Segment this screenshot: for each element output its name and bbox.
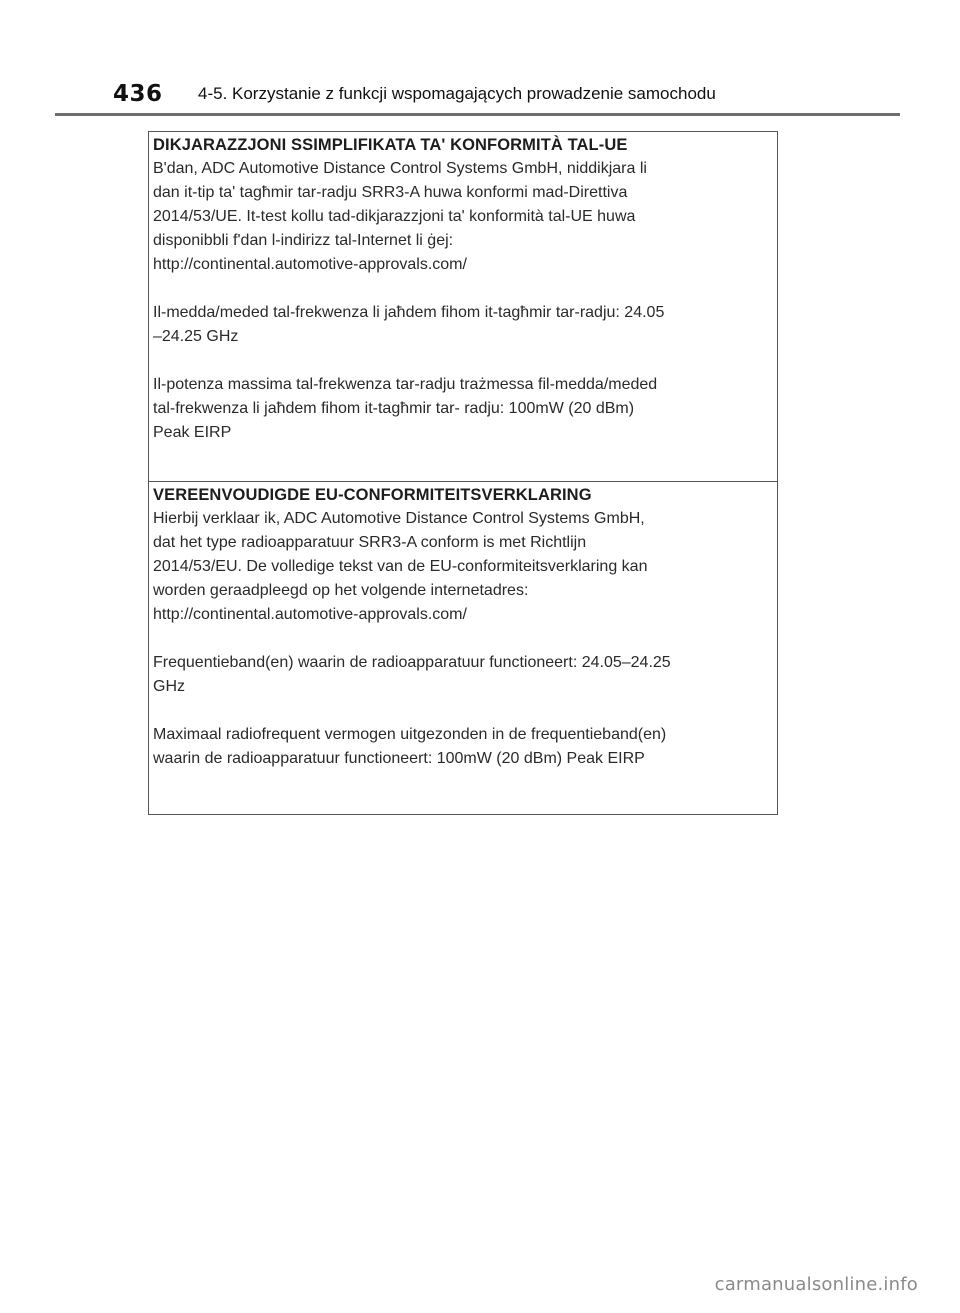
- maltese-paragraph-power: Il-potenza massima tal-frekwenza tar-radju trażmessa fil-medda/meded tal-frekwenza li jaħdem fihom it-tagħmir tar- radju: 100mW (20 dBm) Peak EIRP: [153, 376, 658, 441]
- dutch-declaration: [149, 481, 777, 814]
- section-title: 4-5. Korzystanie z funkcji wspomagających prowadzenie samochodu: [198, 84, 716, 103]
- maltese-paragraph-frequency: Il-medda/meded tal-frekwenza li jaħdem fihom it-tagħmir tar-radju: 24.05 –24.25 GHz: [153, 304, 665, 345]
- maltese-paragraph-declaration: B'dan, ADC Automotive Distance Control Systems GmbH, niddikjara li dan it-tip ta' tagħmir tar-radju SRR3-A huwa konformi mad-Direttiva 2014/53/UE. It-test kollu tad-dikjarazzjoni ta' konformità tal-UE huwa disponibbli f'dan l-indirizz tal-Internet li ġej: http://continental.automotive-approvals.com/: [153, 160, 647, 273]
- site-watermark: carmanualsonline.info: [714, 1274, 918, 1295]
- declaration-box: [148, 131, 778, 815]
- dutch-paragraph-power: Maximaal radiofrequent vermogen uitgezonden in de frequentieband(en) waarin de radioapparatuur functioneert: 100mW (20 dBm) Peak EIRP: [153, 726, 667, 767]
- dutch-paragraph-declaration: Hierbij verklaar ik, ADC Automotive Distance Control Systems GmbH, dat het type radioapparatuur SRR3-A conform is met Richtlijn 2014/53/EU. De volledige tekst van de EU-conformiteitsverklaring kan worden geraadpleegd op het volgende internetadres: http://continental.automotive-approvals.com/: [153, 510, 648, 623]
- header-divider: [55, 113, 900, 116]
- maltese-declaration: [149, 132, 777, 481]
- maltese-heading: DIKJARAZZJONI SSIMPLIFIKATA TA' KONFORMITÀ TAL-UE: [153, 136, 628, 154]
- page-number: 436: [113, 81, 163, 107]
- paragraph-gap: [153, 277, 773, 301]
- paragraph-gap: [153, 627, 773, 651]
- page-header: [113, 78, 913, 110]
- dutch-paragraph-frequency: Frequentieband(en) waarin de radioapparatuur functioneert: 24.05–24.25 GHz: [153, 654, 671, 695]
- paragraph-gap: [153, 699, 773, 723]
- paragraph-gap: [153, 349, 773, 373]
- dutch-heading: VEREENVOUDIGDE EU-CONFORMITEITSVERKLARING: [153, 486, 592, 504]
